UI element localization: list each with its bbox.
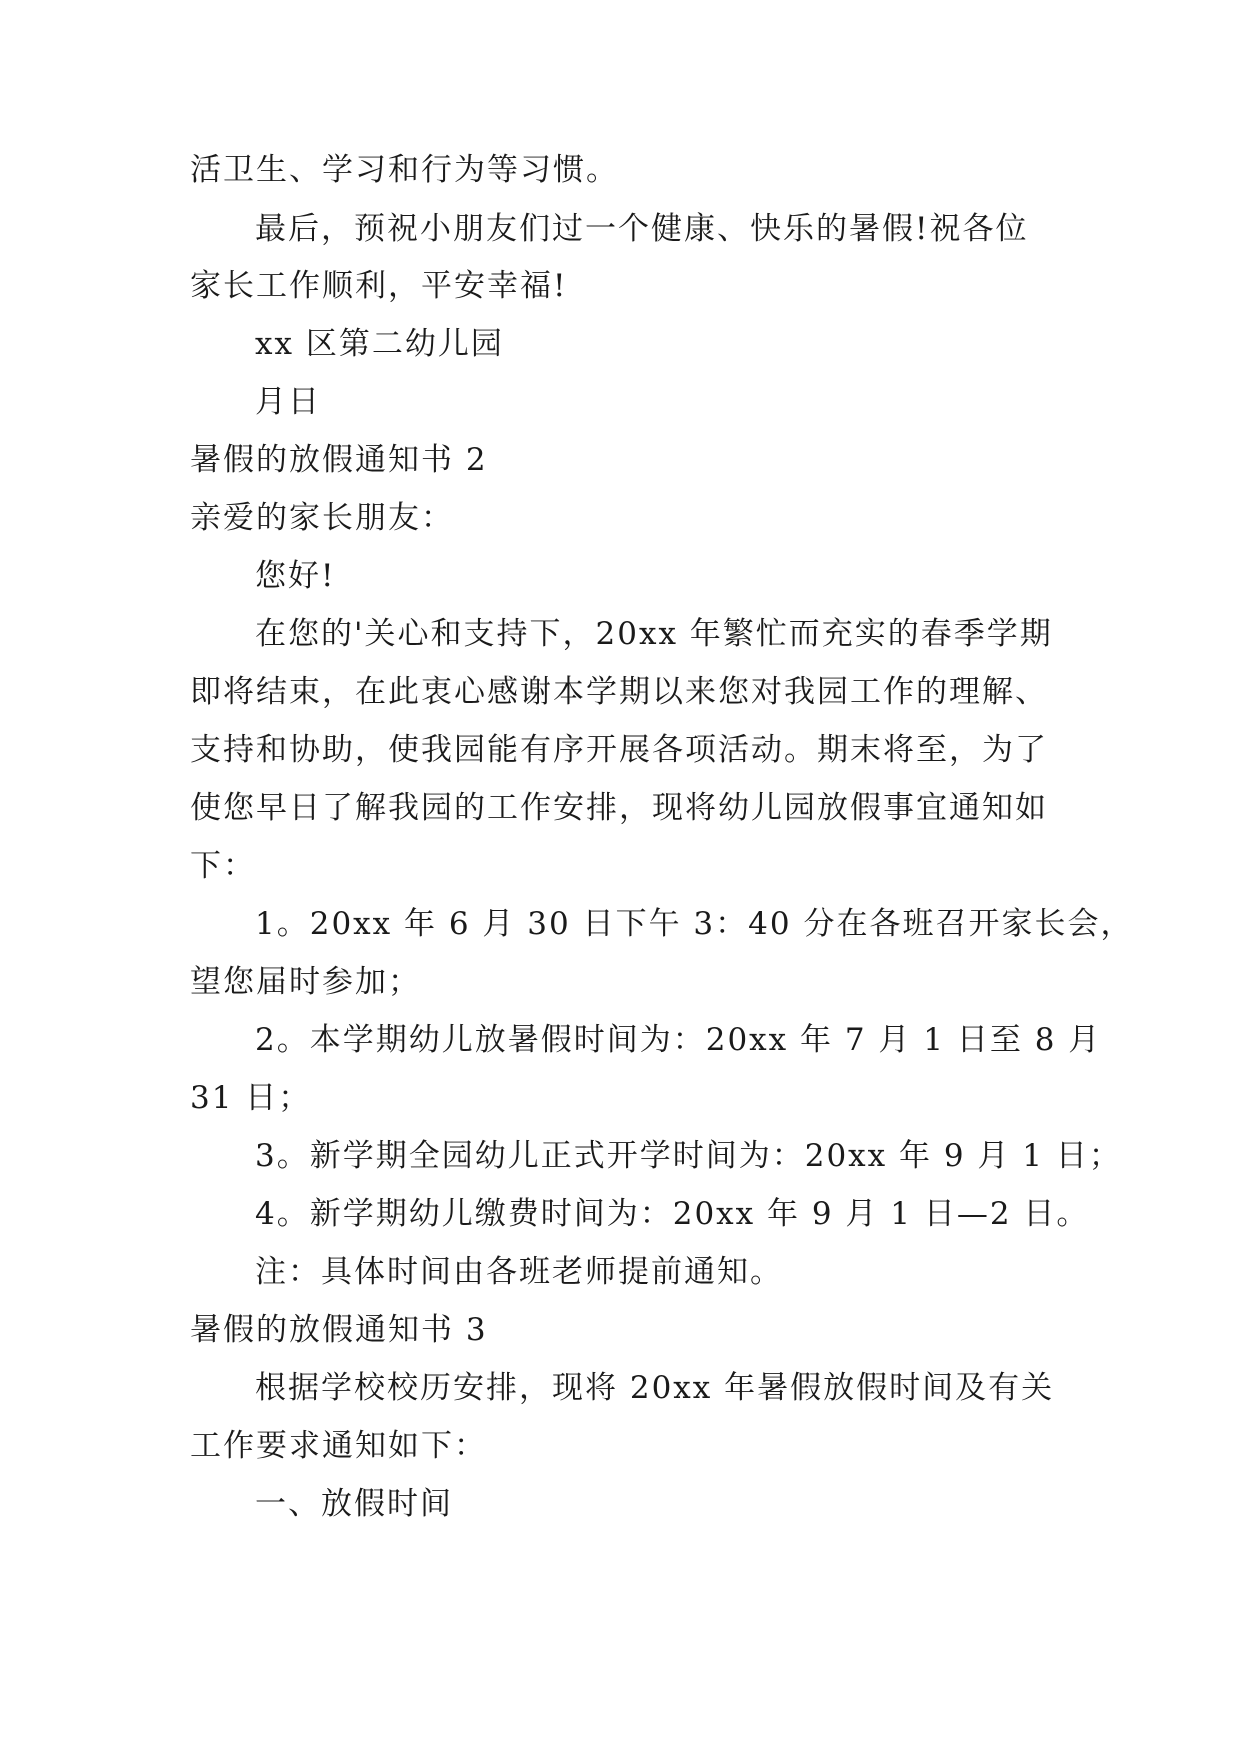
- paragraph-line: 活卫生、学习和行为等习惯。: [190, 152, 619, 188]
- paragraph-line: 使您早日了解我园的工作安排，现将幼儿园放假事宜通知如: [190, 790, 1048, 826]
- paragraph-line: 即将结束，在此衷心感谢本学期以来您对我园工作的理解、: [190, 674, 1048, 710]
- list-item: 3。新学期全园幼儿正式开学时间为：20xx 年 9 月 1 日；: [255, 1138, 1122, 1174]
- paragraph-line: 在您的'关心和支持下，20xx 年繁忙而充实的春季学期: [255, 616, 1053, 652]
- paragraph-line: 最后，预祝小朋友们过一个健康、快乐的暑假!祝各位: [255, 211, 1029, 247]
- list-item: 4。新学期幼儿缴费时间为：20xx 年 9 月 1 日—2 日。: [255, 1196, 1090, 1232]
- list-item: 1。20xx 年 6 月 30 日下午 3：40 分在各班召开家长会，: [255, 906, 1134, 942]
- paragraph-line: 根据学校校历安排，现将 20xx 年暑假放假时间及有关: [255, 1370, 1055, 1406]
- paragraph-line: 工作要求通知如下：: [190, 1428, 487, 1464]
- paragraph-line: 家长工作顺利，平安幸福!: [190, 268, 568, 304]
- greeting: 您好!: [255, 558, 336, 594]
- list-item-continuation: 31 日；: [190, 1080, 312, 1116]
- list-item: 2。本学期幼儿放暑假时间为：20xx 年 7 月 1 日至 8 月: [255, 1022, 1102, 1058]
- signature-date: 月日: [255, 384, 321, 420]
- subsection-heading: 一、放假时间: [255, 1486, 453, 1522]
- paragraph-line: 支持和协助，使我园能有序开展各项活动。期末将至，为了: [190, 732, 1048, 768]
- section-heading: 暑假的放假通知书 3: [190, 1312, 488, 1348]
- section-heading: 暑假的放假通知书 2: [190, 442, 488, 478]
- signature-org: xx 区第二幼儿园: [255, 326, 504, 362]
- paragraph-line: 下：: [190, 848, 256, 884]
- note-line: 注：具体时间由各班老师提前通知。: [255, 1254, 783, 1290]
- salutation: 亲爱的家长朋友：: [190, 500, 454, 536]
- list-item-continuation: 望您届时参加；: [190, 964, 421, 1000]
